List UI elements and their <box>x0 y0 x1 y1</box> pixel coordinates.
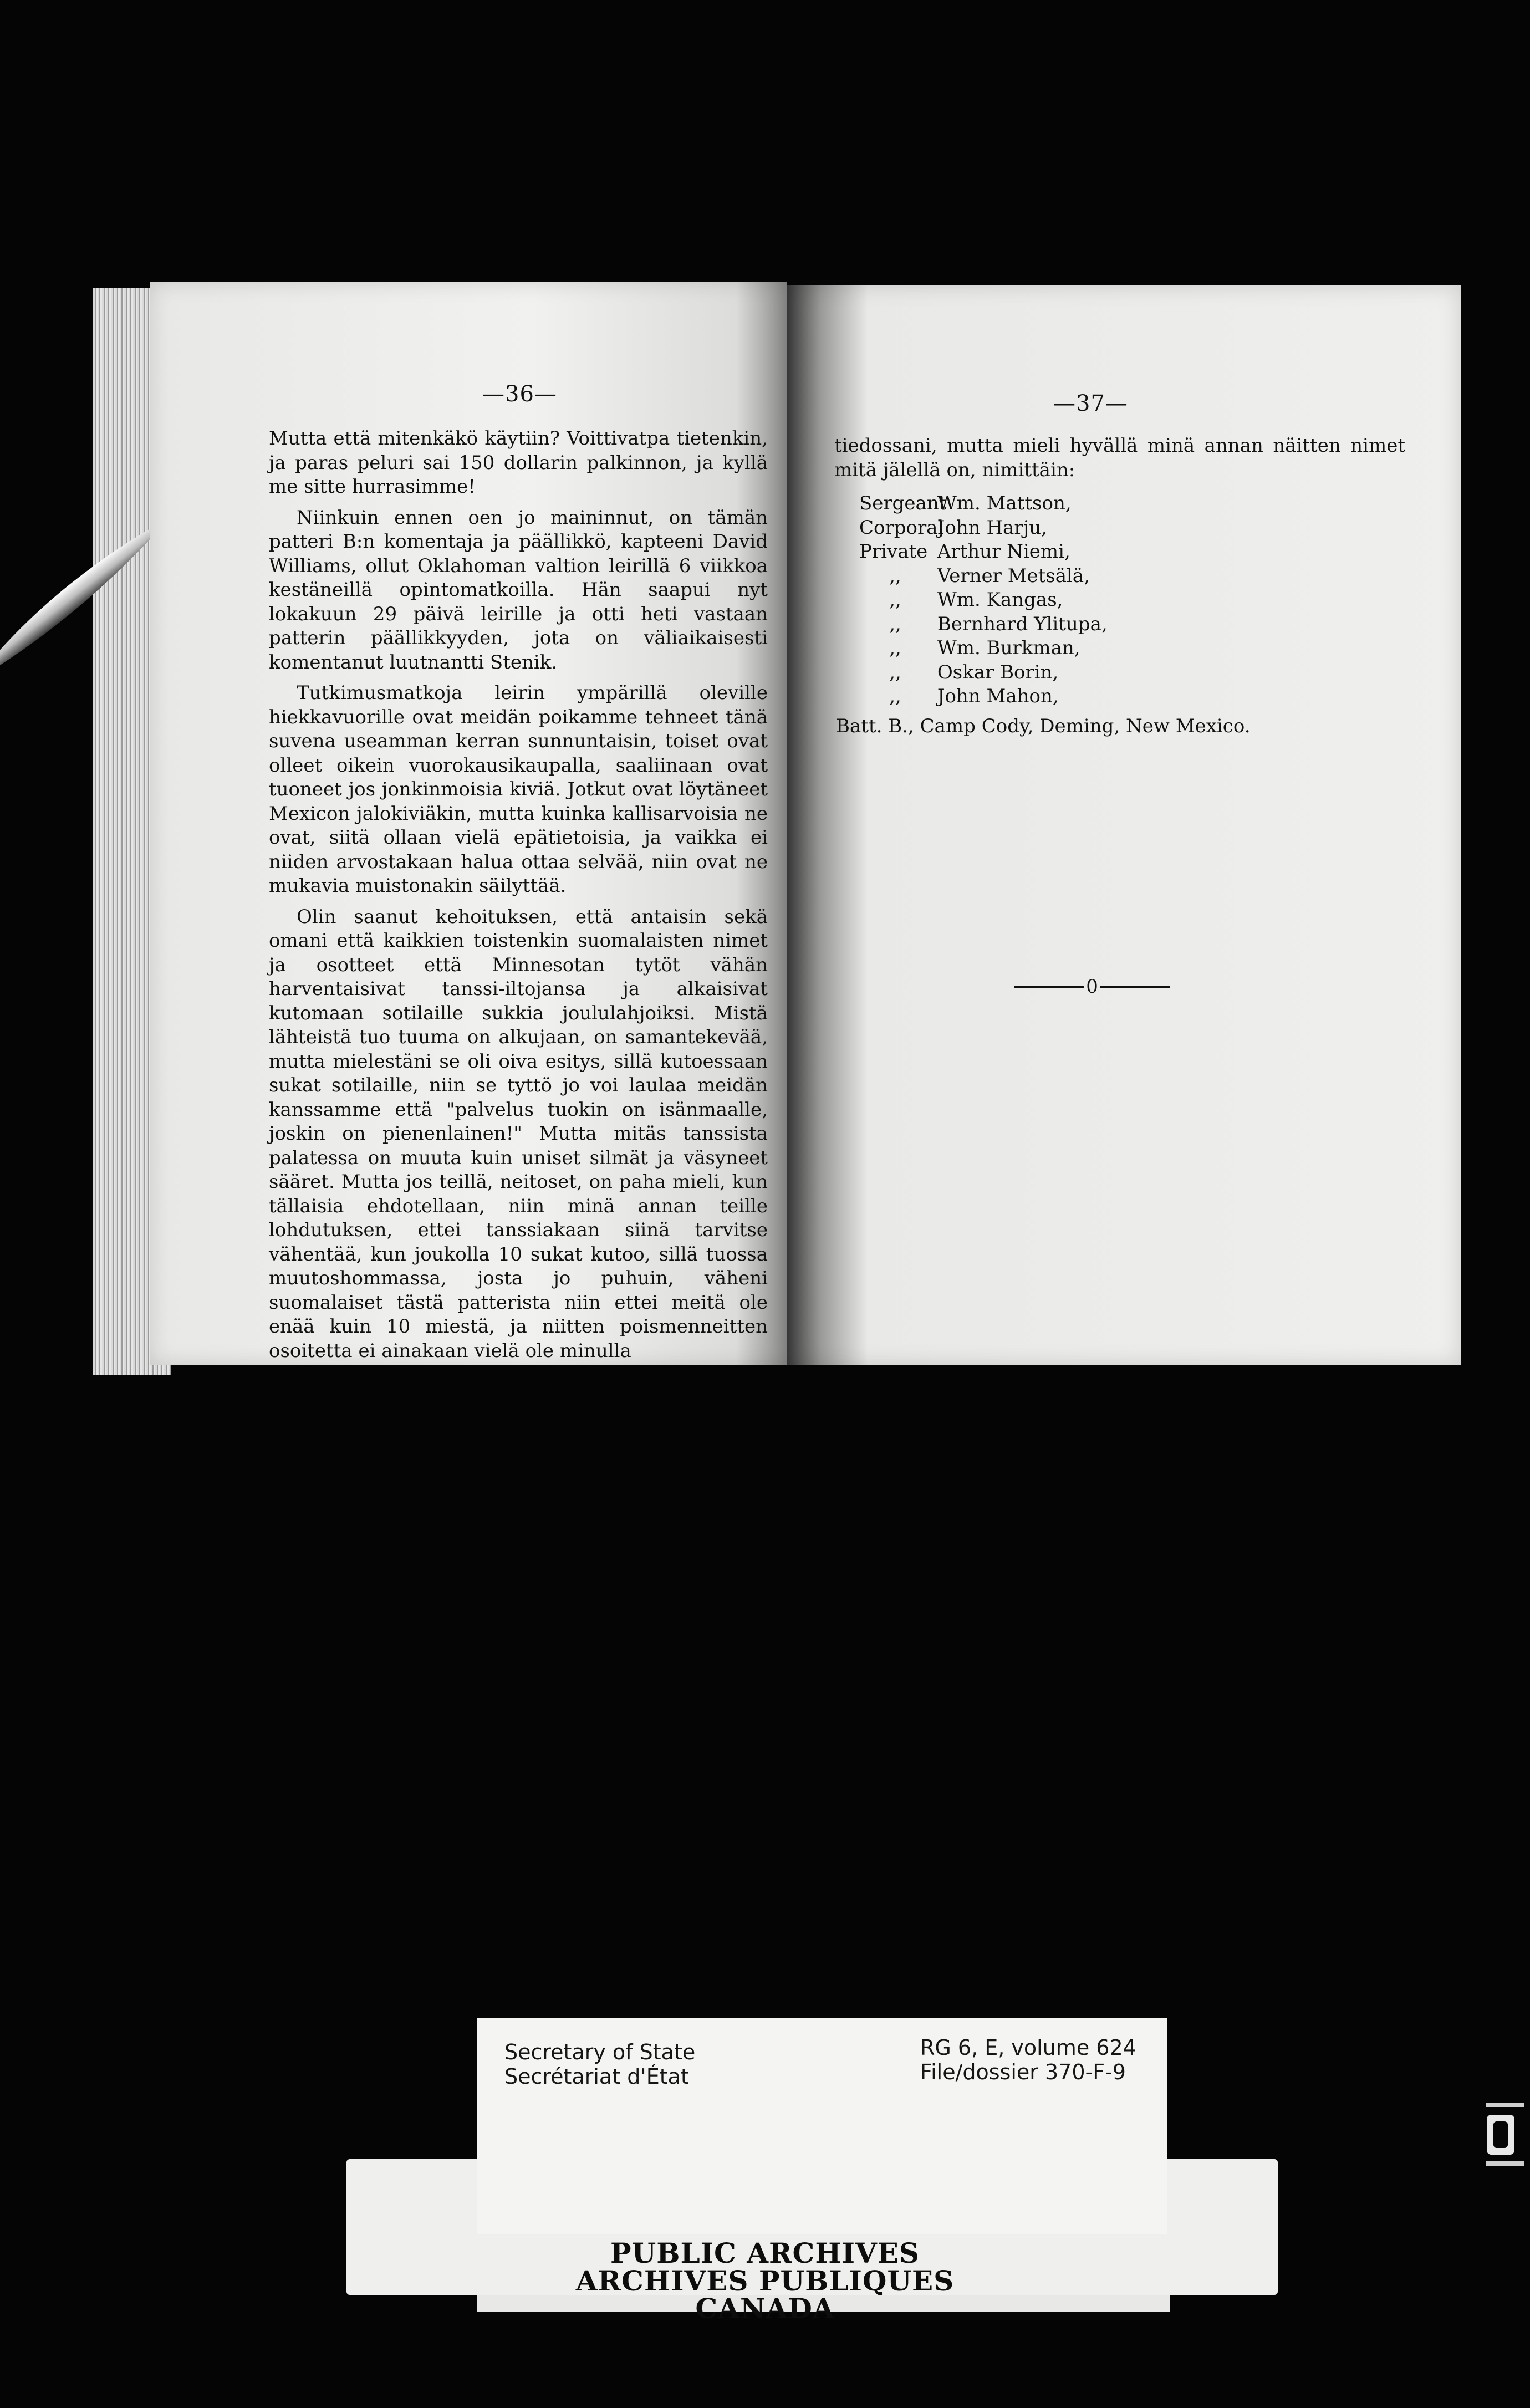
soldier-rank: Private <box>859 540 928 563</box>
dept-french: Secrétariat d'État <box>504 2064 689 2089</box>
ditto-mark: ,, <box>889 564 901 587</box>
ditto-mark: ,, <box>889 589 901 611</box>
archive-reference-tag <box>477 2018 1167 2234</box>
separator-mark: 0 <box>1086 976 1098 998</box>
soldier-name: Wm. Kangas, <box>937 589 1063 611</box>
end-separator <box>1014 976 1170 998</box>
stamp-line-3: CANADA <box>695 2292 835 2325</box>
list-item <box>859 564 1108 589</box>
list-item <box>859 516 1108 540</box>
dept-english: Secretary of State <box>504 2040 696 2064</box>
ditto-mark: ,, <box>889 661 901 683</box>
tag-reference <box>920 2035 1136 2084</box>
left-page <box>150 282 787 1365</box>
soldier-name: Arthur Niemi, <box>937 540 1070 563</box>
list-item <box>859 636 1108 661</box>
right-intro-text: tiedossani, mutta mieli hyvällä minä annan näitten nimet mitä jälellä on, nimittäin: <box>834 435 1405 481</box>
soldier-name: John Harju, <box>937 516 1047 539</box>
soldier-rank: Corporal <box>859 516 944 539</box>
list-item <box>859 588 1108 613</box>
right-page-number: —37— <box>1053 391 1128 416</box>
ditto-mark: ,, <box>889 613 901 635</box>
list-item <box>859 613 1108 637</box>
film-edge-marker-icon <box>1481 2093 1530 2176</box>
separator-line <box>1014 986 1084 988</box>
left-paragraph-3: Tutkimusmatkoja leirin ympärillä oleville hiekkavuorille ovat meidän poikamme tehneet tänä suvena useamman kerran sunnuntaisin, toiset ovat olleet oikein vuorokausikaupalla, saaliinaan ovat tuoneet jos jonkinmoisia kiviä. Jotkut ovat löytäneet Mexicon jalokiviäkin, mutta kuinka kallisarvoisia ne ovat, siitä ollaan vielä epätietoisia, ja vaikka ei niiden arvostakaan halua ottaa selvää, niin ovat ne mukavia muistonakin säilyttää. <box>269 682 768 897</box>
ditto-mark: ,, <box>889 637 901 659</box>
soldier-name-list <box>859 492 1108 709</box>
list-item <box>859 685 1108 709</box>
unit-address: Batt. B., Camp Cody, Deming, New Mexico. <box>836 715 1251 737</box>
soldier-rank: Sergeant <box>859 492 947 514</box>
left-page-body <box>269 427 768 1370</box>
soldier-name: John Mahon, <box>937 685 1059 707</box>
right-page-intro <box>834 434 1405 492</box>
tag-department <box>504 2040 695 2089</box>
file-reference: File/dossier 370-F-9 <box>920 2060 1126 2084</box>
left-paragraph-4: Olin saanut kehoituksen, että antaisin sekä omani että kaikkien toistenkin suomalaisten nimet ja osotteet että Minnesotan tytöt vähän harventaisivat tanssi-iltojansa ja alkaisivat kutomaan sotilaille sukkia joululahjoiksi. Mistä lähteistä tuo tuuma on alkujaan, on samantekevää, mutta mielestäni se oli oiva esitys, sillä kutoessaan sukat sotilaille, niin se tyttö jo voi laulaa meidän kanssamme että "palvelus tuokin on isänmaalle, joskin on pienenlainen!" Mutta mitäs tanssista palatessa on muuta kuin uniset silmät ja väsyneet sääret. Mutta jos teillä, neitoset, on paha mieli, kun tällaisia ehdotellaan, niin minä annan teille lohdutuksen, ettei tanssiakaan siinä tarvitse vähentää, kun joukolla 10 sukat kutoo, sillä tuossa muutoshommassa, josta jo puhuin, väheni suomalaiset tästä patterista niin ettei meitä ole enää kuin 10 miestä, ja niitten poismenneitten osoitetta ei ainakaan vielä ole minulla <box>269 905 768 1362</box>
public-archives-stamp <box>0 2239 1530 2323</box>
stamp-line-2: ARCHIVES PUBLIQUES <box>575 2264 955 2297</box>
soldier-name: Oskar Borin, <box>937 661 1059 683</box>
soldier-name: Bernhard Ylitupa, <box>937 613 1108 635</box>
volume-reference: RG 6, E, volume 624 <box>920 2035 1136 2060</box>
left-page-number: —36— <box>482 381 557 407</box>
left-paragraph-2: Niinkuin ennen oen jo maininnut, on tämän patteri B:n komentaja ja päällikkö, kapteeni David Williams, ollut Oklahoman valtion leirillä 6 viikkoa kestäneillä opintomatkoilla. Hän saapui nyt lokakuun 29 päivä leirille ja otti heti vastaan patterin päällikkyyden, jota on väliaikaisesti komentanut luutnantti Stenik. <box>269 506 768 674</box>
soldier-name: Wm. Mattson, <box>937 492 1072 514</box>
soldier-name: Wm. Burkman, <box>937 637 1080 659</box>
list-item <box>859 492 1108 516</box>
stamp-line-1: PUBLIC ARCHIVES <box>610 2237 920 2269</box>
right-page <box>787 285 1461 1365</box>
soldier-name: Verner Metsälä, <box>937 564 1090 587</box>
left-paragraph-1: Mutta että mitenkäkö käytiin? Voittivatpa tietenkin, ja paras peluri sai 150 dollarin palkinnon, ja kyllä me sitte hurrasimme! <box>269 427 768 498</box>
ditto-mark: ,, <box>889 685 901 707</box>
separator-line <box>1100 986 1170 988</box>
list-item <box>859 540 1108 564</box>
list-item <box>859 661 1108 685</box>
